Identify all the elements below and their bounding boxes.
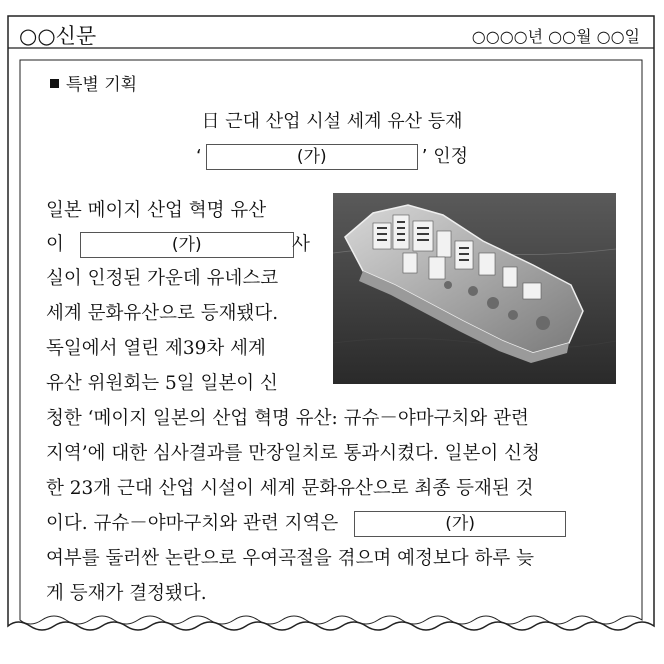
article-line: 이 (가) 사 [46,230,316,258]
issue-date: ○○○○년 ○○월 ○○일 [471,27,640,46]
article-line: 여부를 둘러싼 논란으로 우여곡절을 겪으며 예정보다 하루 늦 [46,548,534,569]
article-line: 일본 메이지 산업 혁명 유산 [46,200,267,221]
headline-sub: ‘ (가) ’ 인정 [0,142,664,170]
article-line: 지역’에 대한 심사결과를 만장일치로 통과시켰다. 일본이 신청 [46,443,540,464]
article-line: 독일에서 열린 제39차 세계 [46,338,266,359]
answer-blank: (가) [80,232,294,258]
article-line: 게 등재가 결정됐다. [46,583,207,604]
answer-blank: (가) [354,511,566,537]
answer-blank: (가) [206,144,418,170]
square-bullet-icon [50,79,59,88]
article-line: 한 23개 근대 산업 시설이 세계 문화유산으로 최종 등재된 것 [46,478,534,499]
article-line: 실이 인정된 가운데 유네스코 [46,268,279,289]
newspaper-name: ○○신문 [19,24,97,48]
article-line: 청한 ‘메이지 일본의 산업 혁명 유산: 규슈－야마구치와 관련 [46,408,529,429]
island-photo [333,193,616,384]
article-line: 이다. 규슈－야마구치와 관련 지역은 (가) [46,509,566,537]
headline-main: 日 근대 산업 시설 세계 유산 등재 [201,111,463,132]
article-line: 세계 문화유산으로 등재됐다. [46,303,279,324]
article-line: 유산 위원회는 5일 일본이 신 [46,373,278,394]
section-label: 특별 기획 [50,70,137,95]
